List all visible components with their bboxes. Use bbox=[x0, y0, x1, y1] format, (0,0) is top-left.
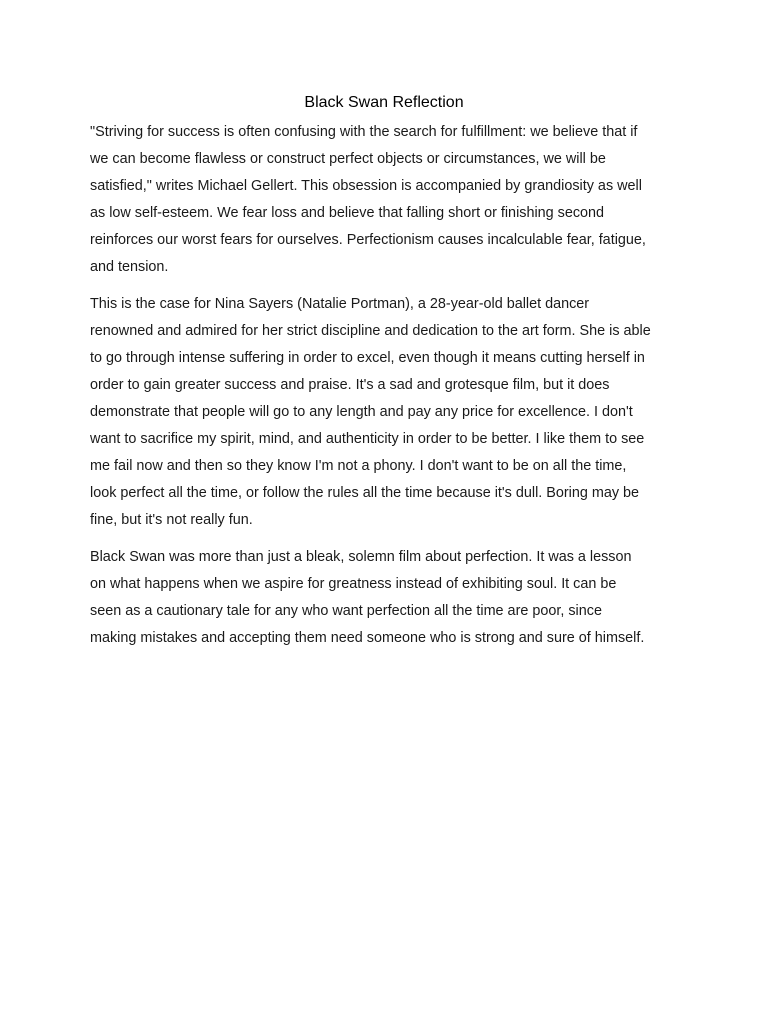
text-line: look perfect all the time, or follow the rules all the time because it's dull. Boring may be bbox=[90, 485, 640, 501]
text-line: want to sacrifice my spirit, mind, and authenticity in order to be better. I like them to see bbox=[90, 431, 645, 447]
text-line: and tension. bbox=[90, 259, 169, 275]
text-line: renowned and admired for her strict discipline and dedication to the art form. She is able bbox=[90, 323, 651, 339]
paragraph-1 bbox=[90, 119, 674, 281]
text-line: me fail now and then so they know I'm not a phony. I don't want to be on all the time, bbox=[90, 458, 627, 474]
paragraph-3 bbox=[90, 544, 674, 652]
text-line: Black Swan was more than just a bleak, solemn film about perfection. It was a lesson bbox=[90, 549, 632, 565]
text-line: as low self-esteem. We fear loss and believe that falling short or finishing second bbox=[90, 205, 605, 221]
text-line: demonstrate that people will go to any length and pay any price for excellence. I don't bbox=[90, 404, 633, 420]
text-line: reinforces our worst fears for ourselves. Perfectionism causes incalculable fear, fatigue, bbox=[90, 232, 646, 248]
text-line: to go through intense suffering in order to excel, even though it means cutting herself in bbox=[90, 350, 645, 366]
document-body bbox=[90, 119, 674, 662]
text-line: "Striving for success is often confusing with the search for fulfillment: we believe that if bbox=[90, 124, 638, 140]
text-line: we can become flawless or construct perfect objects or circumstances, we will be bbox=[90, 151, 606, 167]
text-line: seen as a cautionary tale for any who want perfection all the time are poor, since bbox=[90, 603, 602, 619]
document-title: Black Swan Reflection bbox=[304, 94, 464, 111]
text-line: satisfied," writes Michael Gellert. This obsession is accompanied by grandiosity as well bbox=[90, 178, 642, 194]
text-line: order to gain greater success and praise. It's a sad and grotesque film, but it does bbox=[90, 377, 610, 393]
text-line: fine, but it's not really fun. bbox=[90, 512, 253, 528]
text-line: making mistakes and accepting them need someone who is strong and sure of himself. bbox=[90, 630, 645, 646]
paragraph-2 bbox=[90, 291, 674, 534]
text-line: on what happens when we aspire for greatness instead of exhibiting soul. It can be bbox=[90, 576, 617, 592]
text-line: This is the case for Nina Sayers (Natalie Portman), a 28-year-old ballet dancer bbox=[90, 296, 590, 312]
